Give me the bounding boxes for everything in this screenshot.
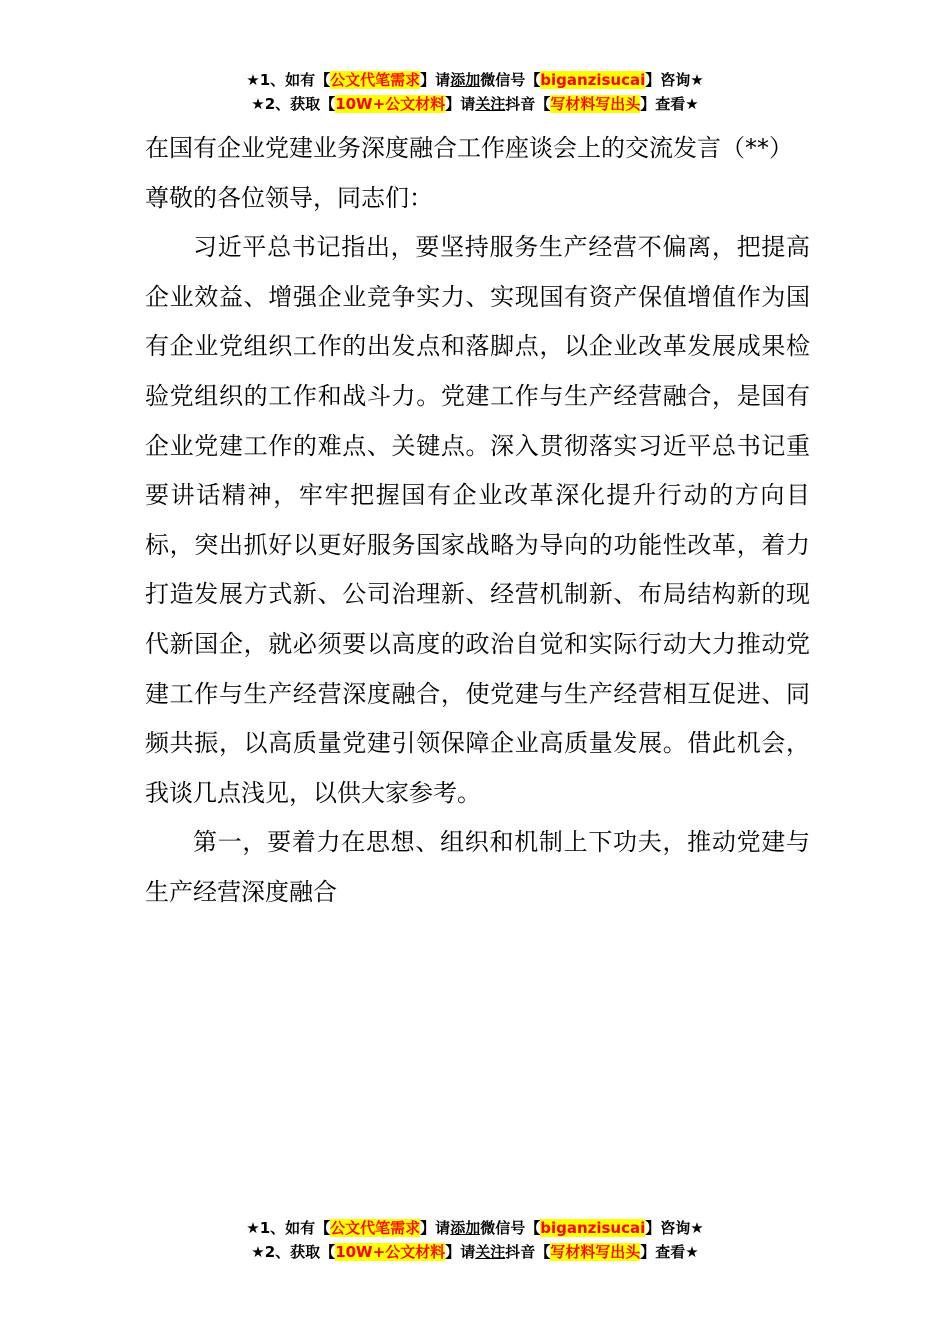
- header-line-1-suffix: 】咨询★: [645, 71, 704, 89]
- header-line-2-highlight-materials: 10W+公文材料: [335, 95, 446, 113]
- document-title: 在国有企业党建业务深度融合工作座谈会上的交流发言（**）: [145, 134, 793, 162]
- document-paragraph-1: 习近平总书记指出，要坚持服务生产经营不偏离，把提高企业效益、增强企业竞争实力、实现国有资产保值增值作为国有企业党组织工作的出发点和落脚点，以企业改革发展成果检验党组织的工作和战斗力。党建工作与生产经营融合，是国有企业党建工作的难点、关键点。深入贯彻落实习近平总书记重要讲话精神，牢牢把握国有企业改革深化提升行动的方向目标，突出抓好以更好服务国家战略为导向的功能性改革，着力打造发展方式新、公司治理新、经营机制新、布局结构新的现代新国企，就必须要以高度的政治自觉和实际行动大力推动党建工作与生产经营深度融合，使党建与生产经营相互促进、同频共振，以高质量党建引领保障企业高质量发展。借此机会，我谈几点浅见，以供大家参考。: [145, 233, 810, 807]
- header-line-2-underline: 关注: [475, 95, 506, 113]
- header-line-2-mid: 】请: [445, 95, 476, 113]
- header-line-2-suffix: 】查看★: [640, 95, 699, 113]
- footer-line-2-highlight-douyin: 写材料写出头: [550, 1243, 641, 1261]
- footer-line-1-mid: 】请: [420, 1219, 451, 1237]
- header-line-2-highlight-douyin: 写材料写出头: [550, 95, 641, 113]
- footer-line-1-suffix: 】咨询★: [645, 1219, 704, 1237]
- footer-line-1-underline: 添加: [450, 1219, 481, 1237]
- footer-line-2-underline: 关注: [475, 1243, 506, 1261]
- header-line-1-mid: 】请: [420, 71, 451, 89]
- footer-line-1-highlight-wechat: biganzisucai: [540, 1219, 646, 1237]
- footer-line-1-highlight-service: 公文代笔需求: [330, 1219, 421, 1237]
- header-line-1-mid2: 微信号【: [480, 71, 541, 89]
- footer-line-1-prefix: ★1、如有【: [246, 1219, 331, 1237]
- footer-banner: [0, 1216, 950, 1264]
- footer-line-2-highlight-materials: 10W+公文材料: [335, 1243, 446, 1261]
- footer-line-2-mid: 】请: [445, 1243, 476, 1261]
- document-body: [145, 124, 810, 918]
- header-line-1-underline: 添加: [450, 71, 481, 89]
- document-salutation: 尊敬的各位领导，同志们：: [145, 183, 433, 212]
- header-line-2-mid2: 抖音【: [505, 95, 551, 113]
- header-line-2-prefix: ★2、获取【: [251, 95, 336, 113]
- header-line-2: [0, 92, 950, 116]
- header-line-1-highlight-service: 公文代笔需求: [330, 71, 421, 89]
- header-line-1-prefix: ★1、如有【: [246, 71, 331, 89]
- header-banner: [0, 68, 950, 116]
- footer-line-2-prefix: ★2、获取【: [251, 1243, 336, 1261]
- header-line-1: [0, 68, 950, 92]
- footer-line-1-mid2: 微信号【: [480, 1219, 541, 1237]
- footer-line-2-suffix: 】查看★: [640, 1243, 699, 1261]
- footer-line-2-mid2: 抖音【: [505, 1243, 551, 1261]
- footer-line-2: [0, 1240, 950, 1264]
- header-line-1-highlight-wechat: biganzisucai: [540, 71, 646, 89]
- document-paragraph-2: 第一，要着力在思想、组织和机制上下功夫，推动党建与生产经营深度融合: [145, 828, 810, 906]
- footer-line-1: [0, 1216, 950, 1240]
